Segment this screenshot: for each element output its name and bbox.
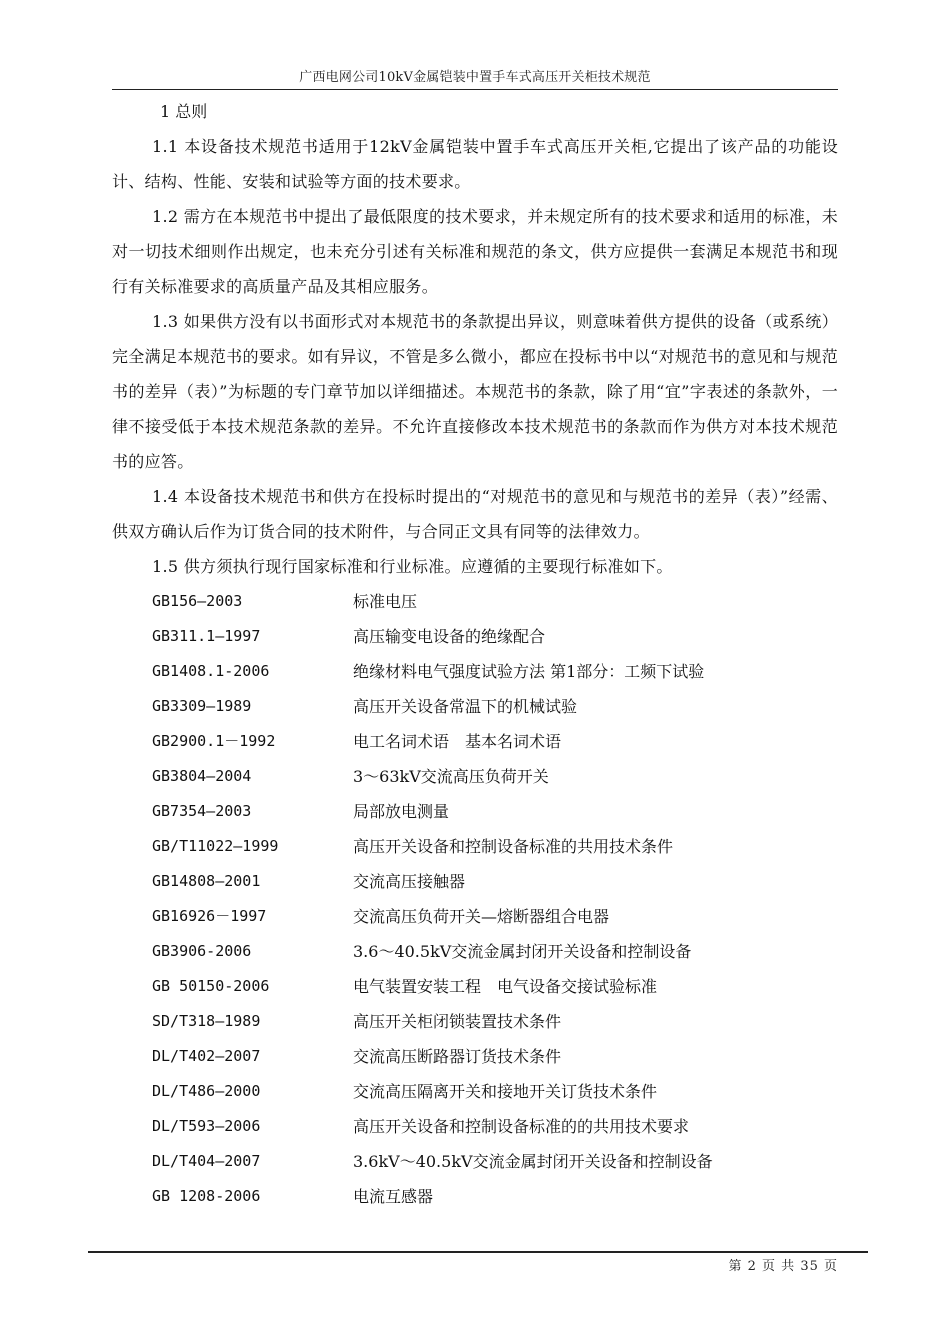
standard-name: 电工名词术语 基本名词术语: [353, 732, 562, 751]
standard-name: 3～63kV交流高压负荷开关: [353, 767, 549, 786]
standard-row: [112, 619, 838, 654]
standard-name: 高压开关设备和控制设备标准的的共用技术要求: [353, 1117, 690, 1136]
page-number: 第 2 页 共 35 页: [728, 1259, 838, 1274]
standard-row: [112, 1179, 838, 1214]
standard-row: [112, 759, 838, 794]
standard-row: [112, 969, 838, 1004]
clause-1-2: 1.2 需方在本规范书中提出了最低限度的技术要求，并未规定所有的技术要求和适用的标准，未对一切技术细则作出规定，也未充分引述有关标准和规范的条文，供方应提供一套满足本规范书和现行有关标准要求的高质量产品及其相应服务。: [112, 207, 838, 296]
standard-code: GB16926－1997: [152, 907, 267, 925]
standard-code: GB3309—1989: [152, 697, 252, 715]
standard-row: [112, 1004, 838, 1039]
standard-name: 高压输变电设备的绝缘配合: [353, 627, 546, 646]
running-header: 广西电网公司10kV金属铠装中置手车式高压开关柜技术规范: [299, 70, 651, 85]
standard-name: 3.6kV～40.5kV交流金属封闭开关设备和控制设备: [353, 1152, 713, 1171]
standard-row: [112, 1109, 838, 1144]
standard-code: GB 1208-2006: [152, 1187, 261, 1205]
standard-code: GB/T11022—1999: [152, 837, 279, 855]
standard-code: GB3906-2006: [152, 942, 252, 960]
standard-code: DL/T402—2007: [152, 1047, 261, 1065]
standard-code: GB2900.1－1992: [152, 732, 276, 750]
standard-code: GB156—2003: [152, 592, 243, 610]
standard-name: 局部放电测量: [353, 802, 450, 821]
clause-1-5: 1.5 供方须执行现行国家标准和行业标准。应遵循的主要现行标准如下。: [152, 557, 673, 576]
standard-code: GB3804—2004: [152, 767, 252, 785]
standard-row: [112, 899, 838, 934]
clause-1-3: 1.3 如果供方没有以书面形式对本规范书的条款提出异议，则意味着供方提供的设备（或系统）完全满足本规范书的要求。如有异议，不管是多么微小，都应在投标书中以“对规范书的意见和与规范书的差异（表）”为标题的专门章节加以详细描述。本规范书的条款，除了用“宜”字表述的条款外，一律不接受低于本技术规范条款的差异。不允许直接修改本技术规范书的条款而作为供方对本技术规范书的应答。: [112, 312, 838, 471]
standard-row: [112, 934, 838, 969]
standard-row: [112, 724, 838, 759]
standards-list: [112, 584, 838, 1214]
standard-name: 高压开关设备常温下的机械试验: [353, 697, 578, 716]
standard-name: 高压开关设备和控制设备标准的共用技术条件: [353, 837, 674, 856]
standard-name: 交流高压隔离开关和接地开关订货技术条件: [353, 1082, 658, 1101]
header-divider: [112, 89, 838, 90]
standard-name: 标准电压: [353, 592, 418, 611]
standard-name: 交流高压断路器订货技术条件: [353, 1047, 562, 1066]
standard-name: 交流高压接触器: [353, 872, 466, 891]
standard-code: GB 50150-2006: [152, 977, 270, 995]
clause-1-1: 1.1 本设备技术规范书适用于12kV金属铠装中置手车式高压开关柜,它提出了该产品的功能设计、结构、性能、安装和试验等方面的技术要求。: [112, 137, 838, 191]
standard-code: DL/T593—2006: [152, 1117, 261, 1135]
standard-code: GB311.1—1997: [152, 627, 261, 645]
standard-code: GB7354—2003: [152, 802, 252, 820]
standard-code: SD/T318—1989: [152, 1012, 261, 1030]
footer-divider: [88, 1251, 868, 1253]
standard-row: [112, 1039, 838, 1074]
standard-row: [112, 584, 838, 619]
clause-1-4: 1.4 本设备技术规范书和供方在投标时提出的“对规范书的意见和与规范书的差异（表）”经需、供双方确认后作为订货合同的技术附件，与合同正文具有同等的法律效力。: [112, 487, 838, 541]
standard-row: [112, 654, 838, 689]
standard-row: [112, 1074, 838, 1109]
standard-name: 电流互感器: [353, 1187, 434, 1206]
standard-name: 高压开关柜闭锁装置技术条件: [353, 1012, 562, 1031]
standard-row: [112, 689, 838, 724]
standard-code: DL/T404—2007: [152, 1152, 261, 1170]
standard-row: [112, 1144, 838, 1179]
standard-name: 电气装置安装工程 电气设备交接试验标准: [353, 977, 658, 996]
standard-code: GB14808—2001: [152, 872, 261, 890]
standard-row: [112, 794, 838, 829]
standard-name: 绝缘材料电气强度试验方法 第1部分：工频下试验: [353, 662, 705, 681]
standard-row: [112, 864, 838, 899]
standard-name: 交流高压负荷开关—熔断器组合电器: [353, 907, 610, 926]
standard-row: [112, 829, 838, 864]
standard-code: GB1408.1-2006: [152, 662, 270, 680]
standard-name: 3.6～40.5kV交流金属封闭开关设备和控制设备: [353, 942, 692, 961]
section-heading: 1 总则: [160, 102, 208, 121]
standard-code: DL/T486—2000: [152, 1082, 261, 1100]
page-body: [112, 94, 838, 1214]
